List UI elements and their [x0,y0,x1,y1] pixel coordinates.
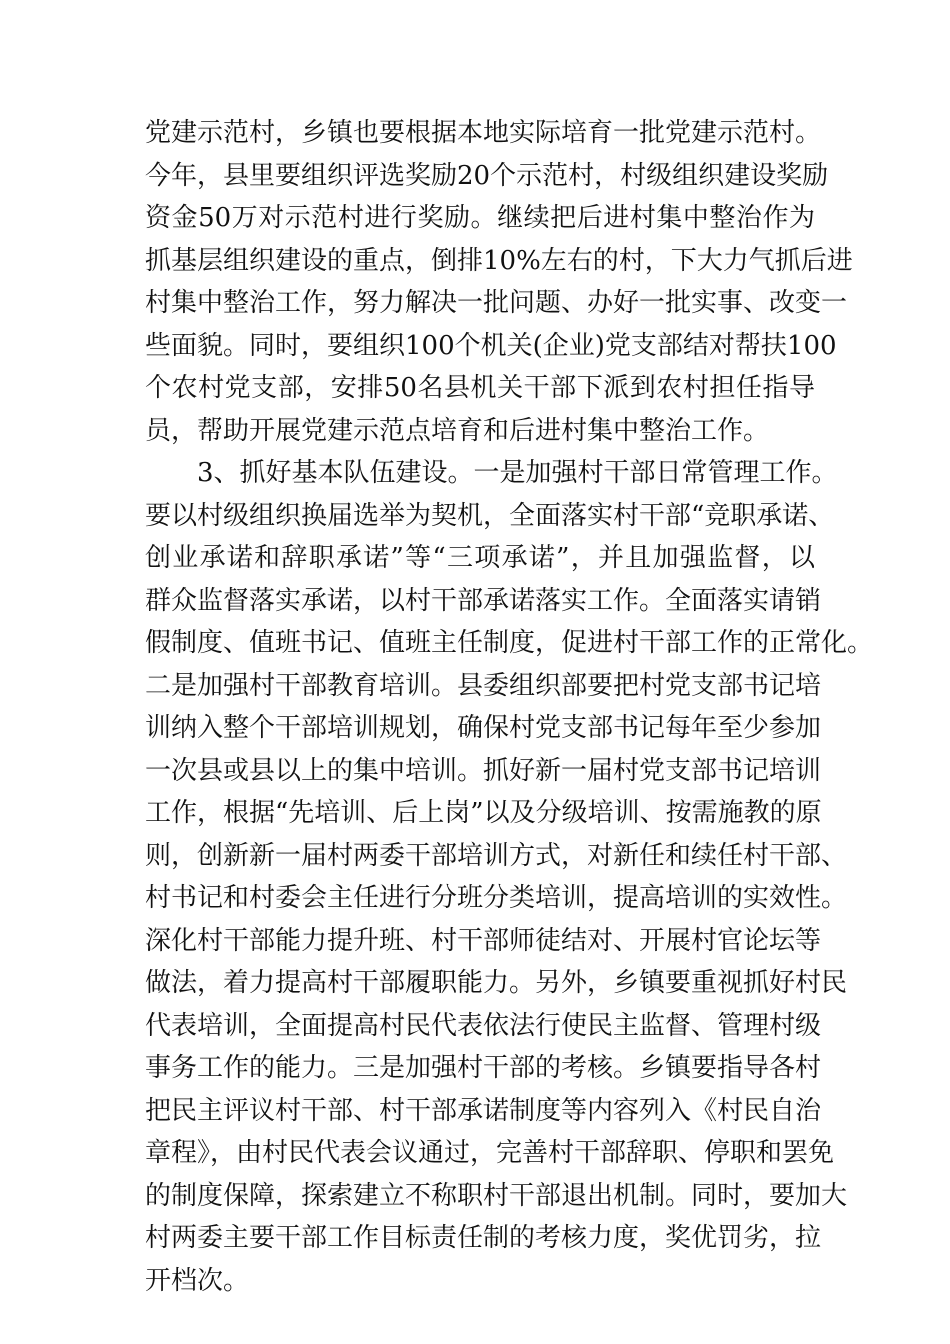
text-line: 些面貌。同时，要组织100个机关(企业)党支部结对帮扶100 [145,330,837,361]
text-line: 把民主评议村干部、村干部承诺制度等内容列入《村民自治 [145,1095,822,1126]
text-line: 代表培训，全面提高村民代表依法行使民主监督、管理村级 [145,1010,822,1041]
text-line: 二是加强村干部教育培训。县委组织部要把村党支部书记培 [145,670,822,701]
text-line: 要以村级组织换届选举为契机，全面落实村干部“竞职承诺、 [145,500,835,531]
text-line: 创业承诺和辞职承诺”等“三项承诺”，并且加强监督，以 [145,543,815,573]
text-line: 开档次。 [145,1265,250,1296]
text-line: 的制度保障，探索建立不称职村干部退出机制。同时，要加大 [145,1180,848,1211]
text-line: 村书记和村委会主任进行分班分类培训，提高培训的实效性。 [145,883,848,913]
text-line: 个农村党支部，安排50名县机关干部下派到农村担任指导 [145,373,815,403]
text-line: 深化村干部能力提升班、村干部师徒结对、开展村官论坛等 [145,925,822,956]
text-line: 工作，根据“先培训、后上岗”以及分级培训、按需施教的原 [145,798,822,828]
text-line: 训纳入整个干部培训规划，确保村党支部书记每年至少参加 [145,713,822,743]
text-line: 抓基层组织建设的重点，倒排10%左右的村，下大力气抓后进 [145,245,853,276]
body-text [145,112,874,1302]
text-line: 今年，县里要组织评选奖励20个示范村，村级组织建设奖励 [145,160,829,191]
text-line: 党建示范村，乡镇也要根据本地实际培育一批党建示范村。 [145,118,822,148]
text-line: 群众监督落实承诺，以村干部承诺落实工作。全面落实请销 [145,585,822,616]
section-heading-line: 3、抓好基本队伍建设。一是加强村干部日常管理工作。 [197,458,838,488]
text-line: 做法，着力提高村干部履职能力。另外，乡镇要重视抓好村民 [145,968,848,998]
text-line: 事务工作的能力。三是加强村干部的考核。乡镇要指导各村 [145,1053,822,1083]
text-line: 村集中整治工作，努力解决一批问题、办好一批实事、改变一 [145,288,848,318]
text-line: 资金50万对示范村进行奖励。继续把后进村集中整治作为 [145,203,815,233]
text-line: 章程》，由村民代表会议通过，完善村干部辞职、停职和罢免 [145,1138,835,1168]
text-line: 则，创新新一届村两委干部培训方式，对新任和续任村干部、 [145,840,848,871]
text-line: 一次县或县以上的集中培训。抓好新一届村党支部书记培训 [145,755,822,786]
text-line: 员，帮助开展党建示范点培育和后进村集中整治工作。 [145,415,770,446]
text-line: 假制度、值班书记、值班主任制度，促进村干部工作的正常化。 [145,628,874,658]
text-line: 村两委主要干部工作目标责任制的考核力度，奖优罚劣，拉 [145,1223,822,1253]
